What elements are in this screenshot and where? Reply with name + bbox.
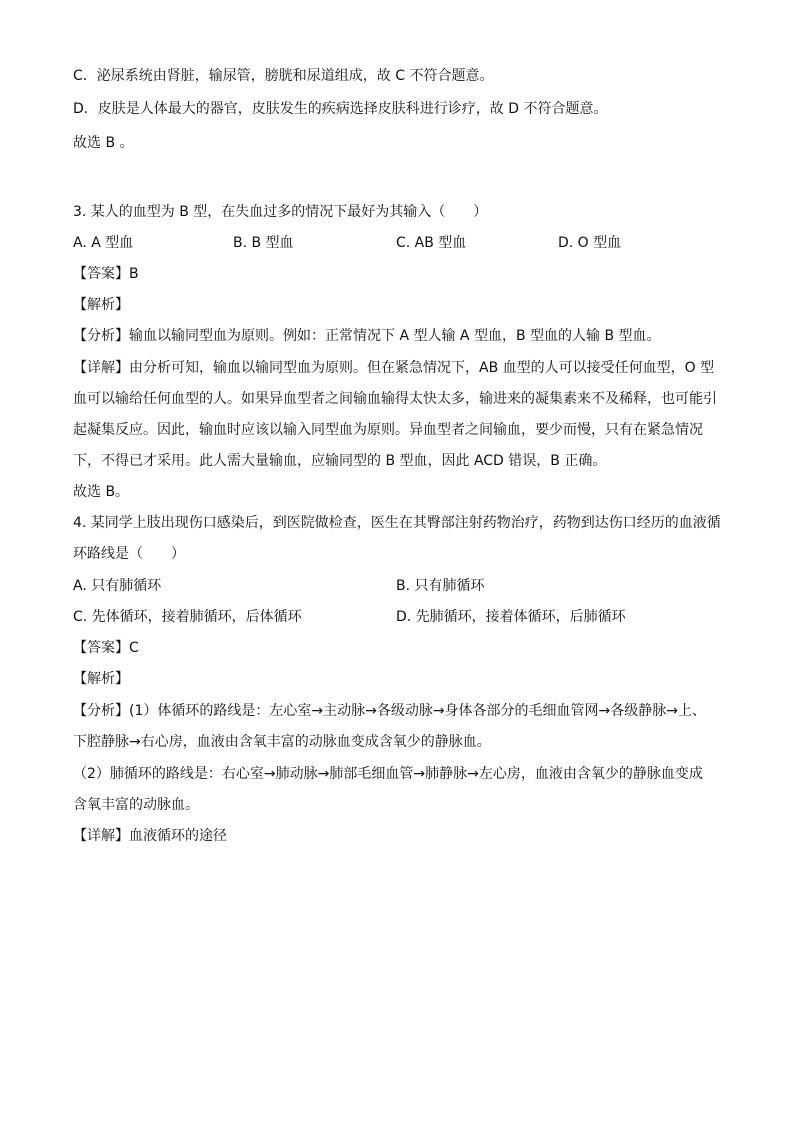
prev-option-c-explanation: C．泌尿系统由肾脏，输尿管，膀胱和尿道组成，故 C 不符合题意。: [73, 68, 494, 84]
q3-option-a: A. A 型血: [73, 235, 134, 251]
q3-option-b: B. B 型血: [233, 235, 294, 251]
prev-option-d-explanation: D．皮肤是人体最大的器官，皮肤发生的疾病选择皮肤科进行诊疗，故 D 不符合题意。: [73, 101, 608, 117]
q3-option-c: C. AB 型血: [396, 235, 467, 251]
q3-option-d: D. O 型血: [558, 235, 622, 251]
q4-stem-line: 环路线是（ ）: [73, 546, 185, 562]
q4-analysis-heading: 【解析】: [73, 671, 129, 687]
q4-answer: 【答案】C: [73, 640, 139, 656]
q4-fenxi-line: （2）肺循环的路线是：右心室→肺动脉→肺部毛细血管→肺静脉→左心房，血液由含氧少的静脉血变成: [73, 766, 703, 782]
q3-answer: 【答案】B: [73, 266, 139, 282]
q4-option-d: D. 先肺循环，接着体循环，后肺循环: [396, 609, 626, 625]
q3-conclusion: 故选 B。: [73, 484, 130, 500]
q3-stem: 3. 某人的血型为 B 型，在失血过多的情况下最好为其输入（ ）: [73, 204, 488, 220]
q3-detail-line: 血可以输给任何血型的人。如果异血型者之间输血输得太快太多，输进来的凝集素来不及稀释，也可能引: [73, 391, 717, 407]
q4-fenxi-line: 下腔静脉→右心房，血液由含氧丰富的动脉血变成含氧少的静脉血。: [73, 734, 491, 750]
q4-option-b: B. 只有肺循环: [396, 578, 485, 594]
prev-conclusion: 故选 B 。: [73, 135, 134, 151]
q4-stem-line: 4. 某同学上肢出现伤口感染后，到医院做检查，医生在其臀部注射药物治疗，药物到达伤口经历的血液循: [73, 515, 721, 531]
q3-detail-line: 起凝集反应。因此，输血时应该以输入同型血为原则。异血型者之间输血，要少而慢，只有在紧急情况: [73, 422, 703, 438]
q4-fenxi-line: 【分析】(1）体循环的路线是：左心室→主动脉→各级动脉→身体各部分的毛细血管网→各级静脉→上、: [73, 703, 707, 719]
q3-detail-line: 【详解】由分析可知，输血以输同型血为原则。但在紧急情况下，AB 血型的人可以接受任何血型，O 型: [73, 360, 715, 376]
q3-detail-line: 下，不得已才采用。此人需大量输血，应输同型的 B 型血，因此 ACD 错误，B 正确。: [73, 453, 607, 469]
q4-detail: 【详解】血液循环的途径: [73, 828, 227, 844]
q4-fenxi-line: 含氧丰富的动脉血。: [73, 797, 199, 813]
q4-option-a: A. 只有肺循环: [73, 578, 162, 594]
q3-fenxi: 【分析】输血以输同型血为原则。例如：正常情况下 A 型人输 A 型血，B 型血的人输 B 型血。: [73, 328, 661, 344]
q3-analysis-heading: 【解析】: [73, 297, 129, 313]
q4-option-c: C. 先体循环，接着肺循环，后体循环: [73, 609, 302, 625]
